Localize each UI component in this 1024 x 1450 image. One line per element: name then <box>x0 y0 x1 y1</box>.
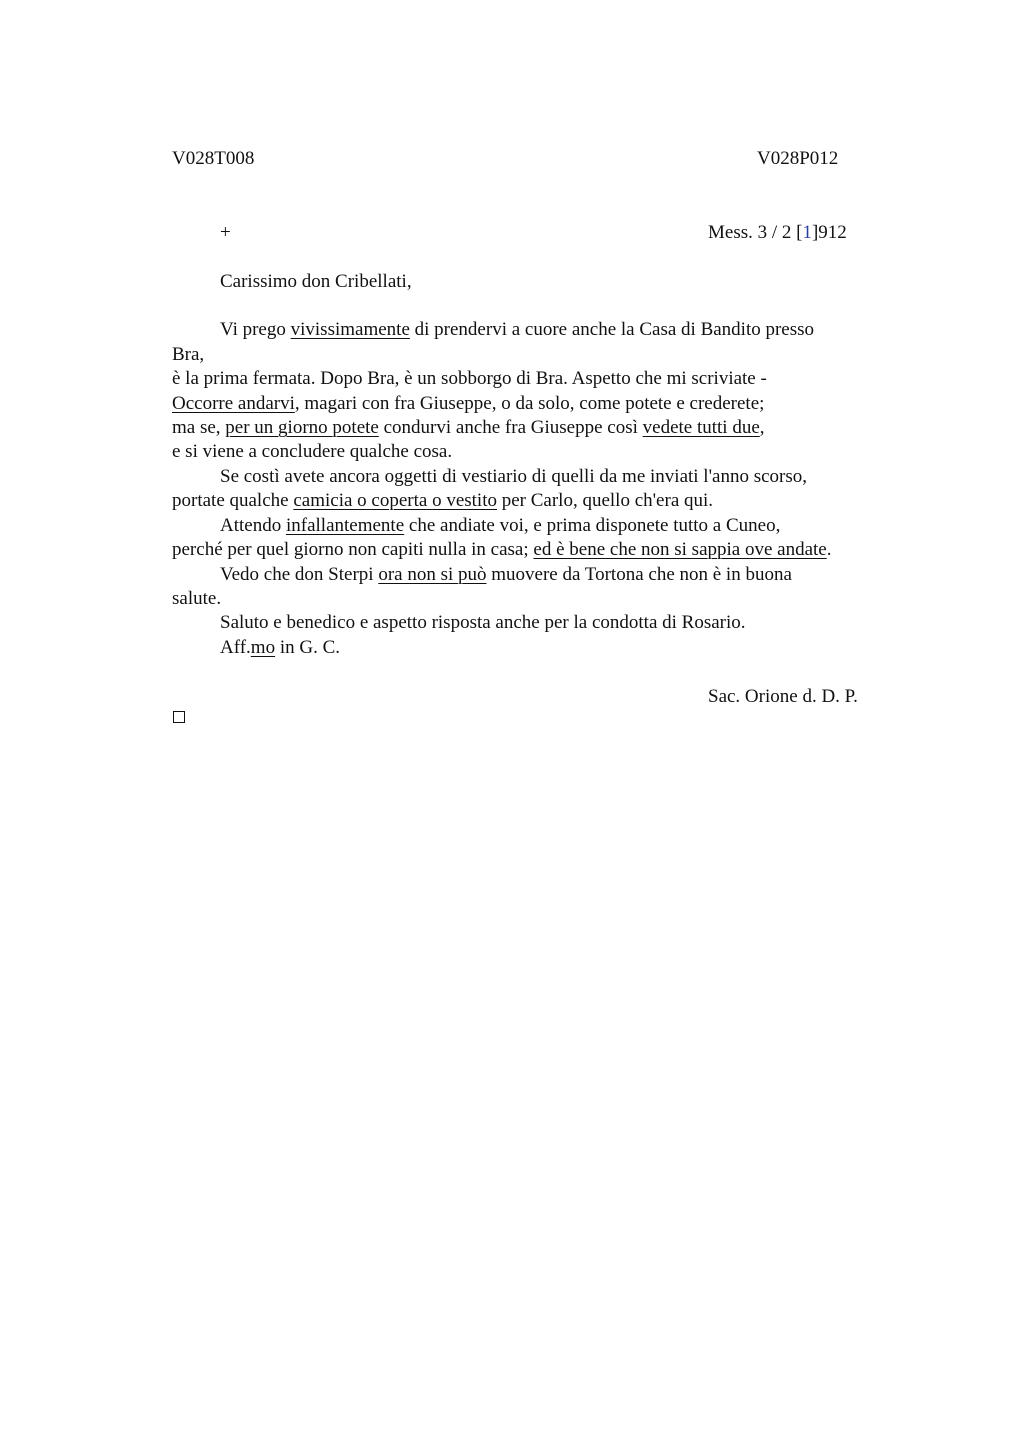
body-line <box>220 318 814 342</box>
body-line <box>172 416 765 440</box>
underlined-text: vedete tutti due <box>642 417 760 438</box>
text-run: Aff. <box>220 637 251 658</box>
text-run: condurvi anche fra Giuseppe così <box>378 417 643 438</box>
text-run: portate qualche <box>172 490 294 511</box>
body-line <box>172 538 831 562</box>
text-run: di prendervi a cuore anche la Casa di Bandito presso <box>409 319 815 340</box>
document-code-left: V028T008 <box>172 148 255 169</box>
document-code-right: V028P012 <box>757 148 839 169</box>
text-run: , <box>759 417 765 438</box>
underlined-text: Occorre andarvi <box>172 393 295 414</box>
body-line: e si viene a concludere qualche cosa. <box>172 441 453 462</box>
body-line: Se costì avete ancora oggetti di vestiario di quelli da me inviati l'anno scorso, <box>220 466 807 487</box>
body-line <box>220 563 792 587</box>
cross-mark: + <box>220 222 231 243</box>
underlined-text: ora non si può <box>378 564 487 585</box>
underlined-text: camicia o coperta o vestito <box>293 490 497 511</box>
text-run: muovere da Tortona che non è in buona <box>486 564 792 585</box>
text-run: per Carlo, quello ch'era qui. <box>496 490 714 511</box>
body-line <box>172 392 764 416</box>
salutation: Carissimo don Cribellati, <box>220 271 412 292</box>
dateline-place: Mess. 3 / 2 [ <box>708 222 803 243</box>
underlined-text: vivissimamente <box>290 319 410 340</box>
underlined-text: infallantemente <box>285 515 405 536</box>
body-line <box>220 514 780 538</box>
dateline-bracket-number: 1 <box>802 222 812 243</box>
end-marker-square-icon <box>173 711 185 723</box>
dateline-year: ]912 <box>811 222 847 243</box>
body-line: salute. <box>172 588 222 609</box>
text-run: . <box>826 539 832 560</box>
text-run: , magari con fra Giuseppe, o da solo, come potete e crederete; <box>294 393 765 414</box>
text-run: in G. C. <box>275 637 341 658</box>
signature: Sac. Orione d. D. P. <box>708 686 858 707</box>
text-run: Vi prego <box>220 319 291 340</box>
text-run: Attendo <box>220 515 286 536</box>
body-line: è la prima fermata. Dopo Bra, è un sobborgo di Bra. Aspetto che mi scriviate - <box>172 368 767 389</box>
text-run: perché per quel giorno non capiti nulla in casa; <box>172 539 534 560</box>
body-line <box>172 489 713 513</box>
dateline <box>708 221 847 245</box>
text-run: Vedo che don Sterpi <box>220 564 379 585</box>
text-run: che andiate voi, e prima disponete tutto a Cuneo, <box>404 515 781 536</box>
body-line: Bra, <box>172 344 205 365</box>
underlined-text: ed è bene che non si sappia ove andate <box>533 539 827 560</box>
body-line: Saluto e benedico e aspetto risposta anche per la condotta di Rosario. <box>220 612 746 633</box>
underlined-text: per un giorno potete <box>225 417 379 438</box>
closing-line <box>220 636 340 660</box>
underlined-text: mo <box>250 637 276 658</box>
text-run: ma se, <box>172 417 226 438</box>
